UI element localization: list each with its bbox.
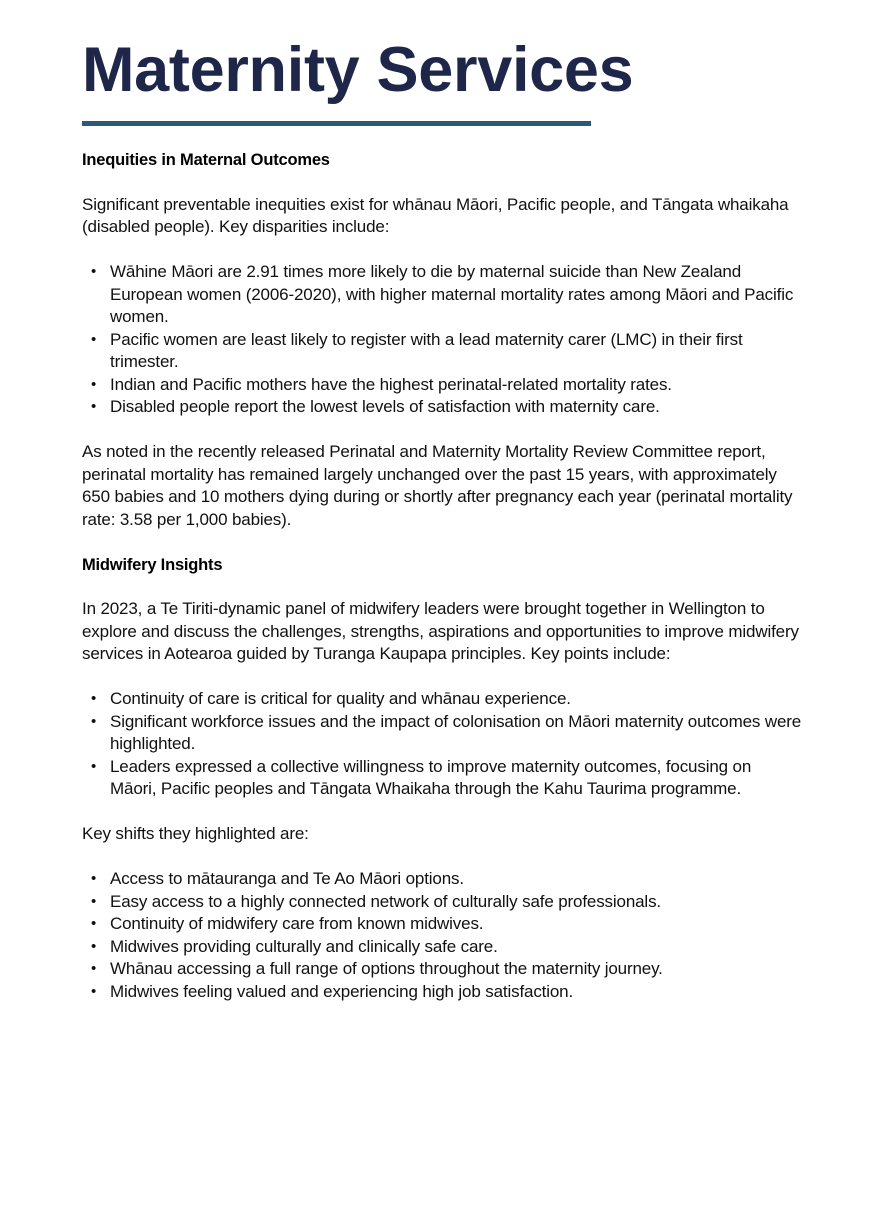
list-item-text: Easy access to a highly connected network of culturally safe professionals. xyxy=(110,891,661,911)
list-item xyxy=(91,688,802,711)
mortality-review-paragraph: As noted in the recently released Perinatal and Maternity Mortality Review Committee report, perinatal mortality has remained largely unchanged over the past 15 years, with approximately 650 babies and 10 mothers dying during or shortly after pregnancy each year (perinatal mortality rate: 3.58 per 1,000 babies). xyxy=(82,442,793,529)
bullet-icon: • xyxy=(91,330,97,348)
list-item xyxy=(91,936,802,959)
bullet-icon: • xyxy=(91,870,97,887)
key-points-list xyxy=(82,688,802,801)
list-item xyxy=(91,396,802,419)
disparities-list xyxy=(82,261,802,419)
list-item-text: Access to mātauranga and Te Ao Māori options. xyxy=(110,869,464,888)
list-item-text: Continuity of care is critical for quality and whānau experience. xyxy=(110,689,571,708)
list-item-text: Indian and Pacific mothers have the highest perinatal-related mortality rates. xyxy=(110,374,672,394)
bullet-icon: • xyxy=(91,982,97,1000)
list-item xyxy=(91,891,802,914)
list-item-text: Pacific women are least likely to register with a lead maternity carer (LMC) in their first trimester. xyxy=(110,329,743,371)
bullet-icon: • xyxy=(91,398,97,415)
list-item-text: Significant workforce issues and the impact of colonisation on Māori maternity outcomes were highlighted. xyxy=(110,711,802,753)
list-item xyxy=(91,981,802,1004)
list-item xyxy=(91,374,802,397)
document-body xyxy=(82,149,802,1026)
list-item-text: Midwives providing culturally and clinically safe care. xyxy=(110,936,498,956)
section-heading: Midwifery Insights xyxy=(82,555,223,574)
bullet-icon: • xyxy=(91,375,97,393)
list-item xyxy=(91,913,802,936)
bullet-icon: • xyxy=(91,892,97,910)
list-item-text: Whānau accessing a full range of options throughout the maternity journey. xyxy=(110,959,663,978)
list-item-text: Disabled people report the lowest levels of satisfaction with maternity care. xyxy=(110,397,660,416)
bullet-icon: • xyxy=(91,757,97,775)
page-title: Maternity Services xyxy=(82,35,634,105)
bullet-icon: • xyxy=(91,915,97,932)
section-midwifery-insights xyxy=(82,554,802,1004)
key-shifts-intro: Key shifts they highlighted are: xyxy=(82,824,309,843)
list-item xyxy=(91,329,802,374)
key-shifts-list xyxy=(82,868,802,1003)
list-item xyxy=(91,711,802,756)
title-underline-rule xyxy=(82,121,591,126)
section-intro-paragraph: Significant preventable inequities exist for whānau Māori, Pacific people, and Tāngata whaikaha (disabled people). Key disparities include: xyxy=(82,194,789,236)
section-intro-paragraph: In 2023, a Te Tiriti-dynamic panel of midwifery leaders were brought together in Wellington to explore and discuss the challenges, strengths, aspirations and opportunities to improve midwifery services in Aotearoa guided by Turanga Kaupapa principles. Key points include: xyxy=(82,599,799,663)
bullet-icon: • xyxy=(91,960,97,977)
list-item-text: Leaders expressed a collective willingness to improve maternity outcomes, focusing on Māori, Pacific peoples and Tāngata Whaikaha through the Kahu Taurima programme. xyxy=(110,756,752,798)
list-item xyxy=(91,958,802,981)
list-item-text: Wāhine Māori are 2.91 times more likely to die by maternal suicide than New Zealand European women (2006-2020), with higher maternal mortality rates among Māori and Pacific women. xyxy=(110,262,794,326)
bullet-icon: • xyxy=(91,712,97,730)
list-item xyxy=(91,756,802,801)
bullet-icon: • xyxy=(91,937,97,955)
list-item xyxy=(91,261,802,329)
bullet-icon: • xyxy=(91,263,97,280)
list-item-text: Midwives feeling valued and experiencing high job satisfaction. xyxy=(110,981,574,1001)
list-item-text: Continuity of midwifery care from known midwives. xyxy=(110,914,484,933)
list-item xyxy=(91,868,802,891)
bullet-icon: • xyxy=(91,690,97,707)
section-heading: Inequities in Maternal Outcomes xyxy=(82,151,330,169)
section-inequities xyxy=(82,149,802,531)
